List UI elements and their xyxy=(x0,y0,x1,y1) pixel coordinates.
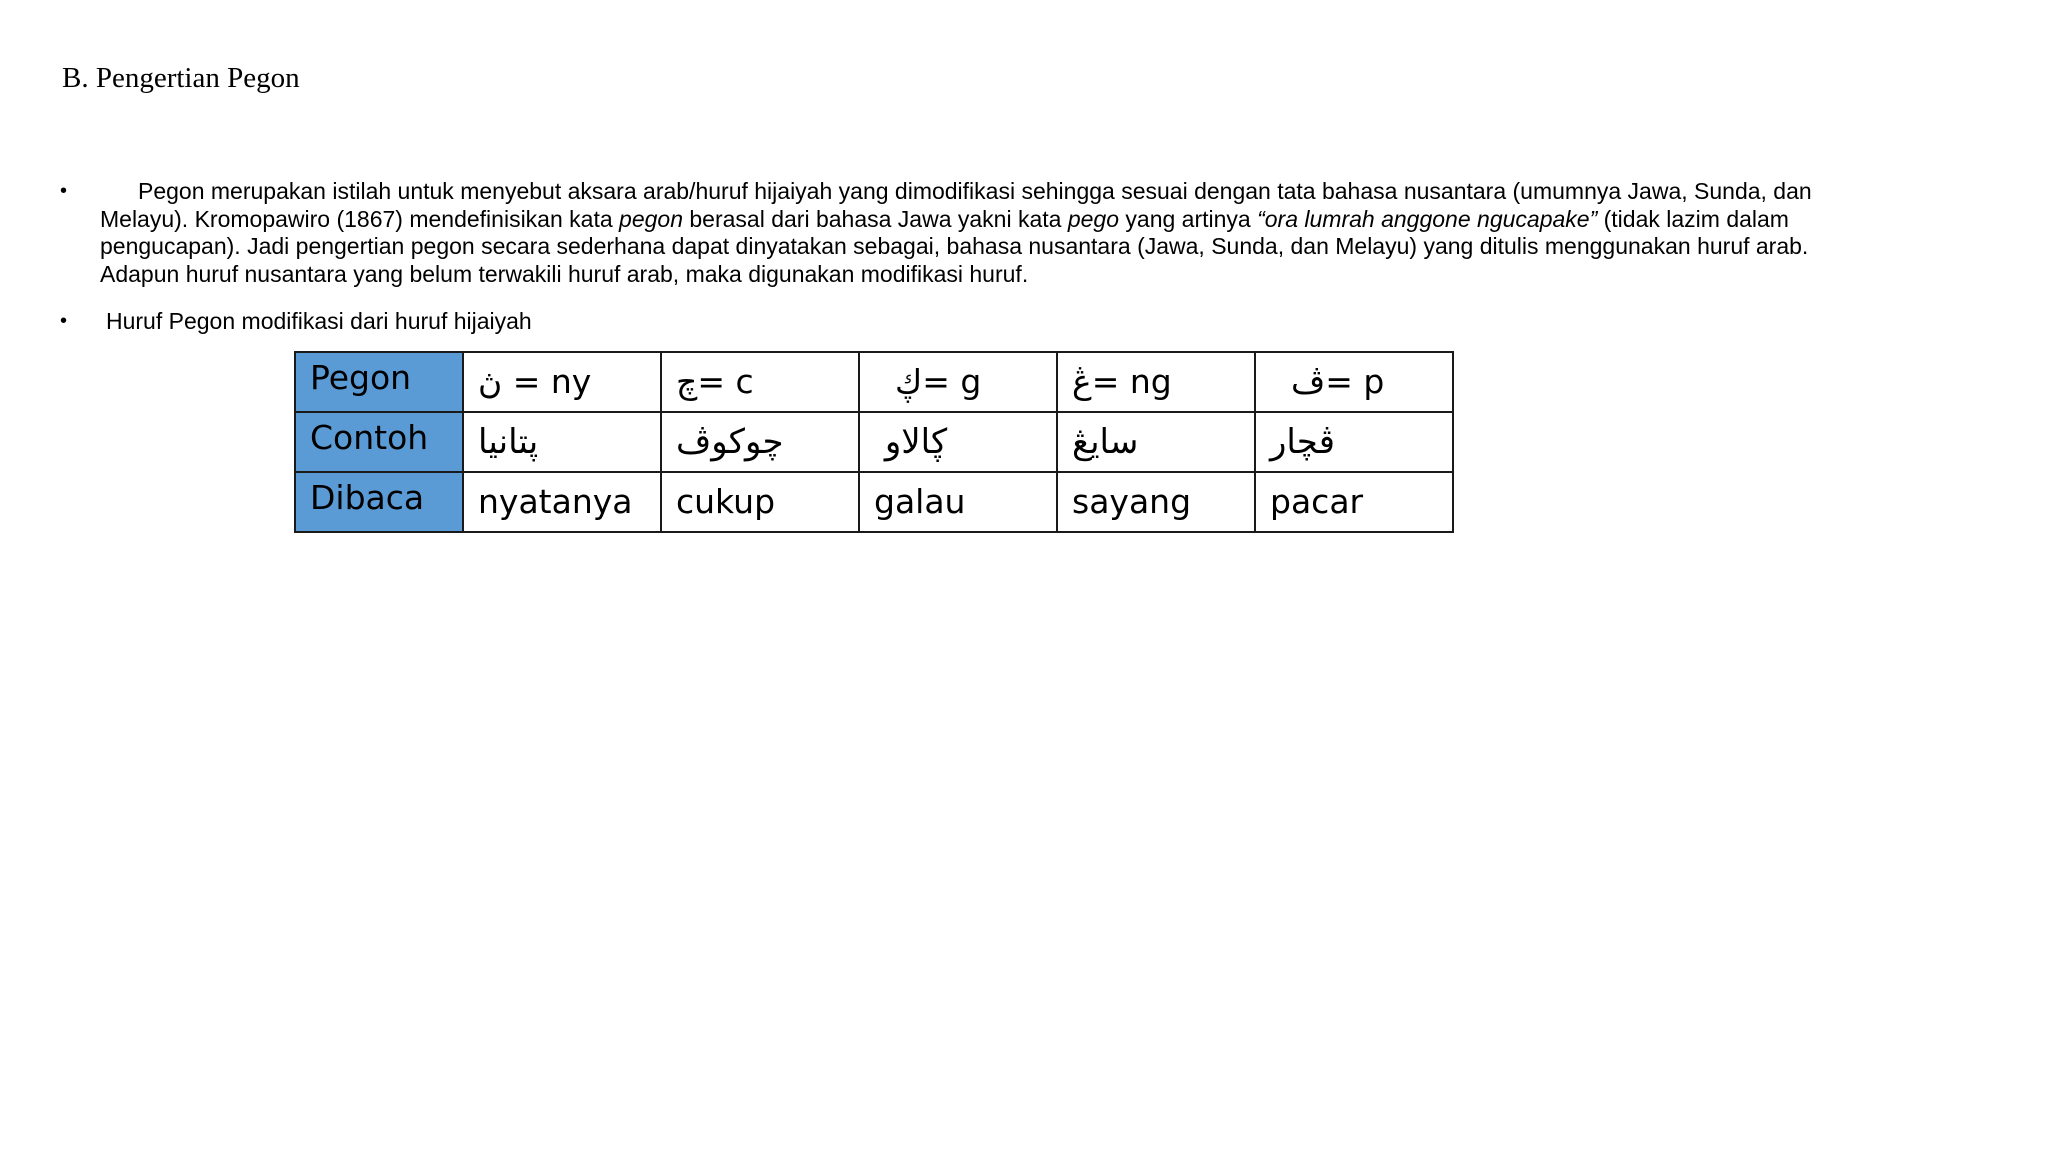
table-cell: nyatanya xyxy=(463,472,661,532)
table-row-contoh xyxy=(295,412,1453,472)
cell-text: ڮ= g xyxy=(894,362,982,401)
bullet-definition xyxy=(60,178,1820,288)
arabic-example: ڤچار xyxy=(1270,422,1335,462)
bullet-table-intro xyxy=(60,308,1820,336)
bullet-dot: • xyxy=(60,180,68,202)
definition-part-1: Pegon merupakan istilah untuk menyebut aksara arab/huruf hijaiyah yang dimodifikasi sehingga sesuai dengan tata bahasa nusantara (umumnya Jawa, Sunda, dan Melayu). Kromopawiro (1867) mendefinisikan kata xyxy=(100,178,1812,232)
bullet-dot: • xyxy=(60,310,68,332)
table-cell xyxy=(859,412,1057,472)
row-header-contoh: Contoh xyxy=(295,412,463,472)
table-row-pegon xyxy=(295,352,1453,412)
definition-part-4: (tidak lazim dalam pengucapan). Jadi pengertian pegon secara sederhana dapat dinyatakan sebagai, bahasa nusantara (Jawa, Sunda, dan Melayu) yang ditulis menggunakan huruf arab. Adapun huruf nusantara yang belum terwakili huruf arab, maka digunakan modifikasi huruf. xyxy=(100,205,1809,287)
table-cell xyxy=(1255,352,1453,412)
table-cell: چ= c xyxy=(661,352,859,412)
table-cell: galau xyxy=(859,472,1057,532)
row-header-pegon: Pegon xyxy=(295,352,463,412)
table-cell: cukup xyxy=(661,472,859,532)
bullet-list xyxy=(60,178,1820,336)
definition-term-pego: pego xyxy=(1067,205,1120,232)
arabic-example: ڽتانيا xyxy=(478,422,539,462)
bullet-definition-text xyxy=(100,178,1820,288)
definition-quote: “ora lumrah anggone ngucapake” xyxy=(1257,205,1598,232)
slide-title: B. Pengertian Pegon xyxy=(62,62,300,94)
row-header-dibaca: Dibaca xyxy=(295,472,463,532)
pegon-letter-table xyxy=(294,351,1454,533)
table-cell: sayang xyxy=(1057,472,1255,532)
table-cell xyxy=(661,412,859,472)
table-row-dibaca xyxy=(295,472,1453,532)
definition-part-2: berasal dari bahasa Jawa yakni kata xyxy=(683,205,1068,232)
bullet-table-intro-text: Huruf Pegon modifikasi dari huruf hijaiyah xyxy=(106,308,532,334)
table-cell: pacar xyxy=(1255,472,1453,532)
definition-term-pegon: pegon xyxy=(619,205,683,232)
table-cell xyxy=(1057,412,1255,472)
definition-part-3: yang artinya xyxy=(1119,205,1258,232)
table-cell: ڽ = ny xyxy=(463,352,661,412)
table-cell xyxy=(859,352,1057,412)
arabic-example: سايڠ xyxy=(1072,422,1139,462)
table-cell xyxy=(1255,412,1453,472)
table-cell: ڠ= ng xyxy=(1057,352,1255,412)
arabic-example: چوكوڤ xyxy=(676,422,784,462)
table-cell xyxy=(463,412,661,472)
cell-text: ڤ= p xyxy=(1290,362,1385,401)
arabic-example: ڮالاو xyxy=(884,422,948,462)
